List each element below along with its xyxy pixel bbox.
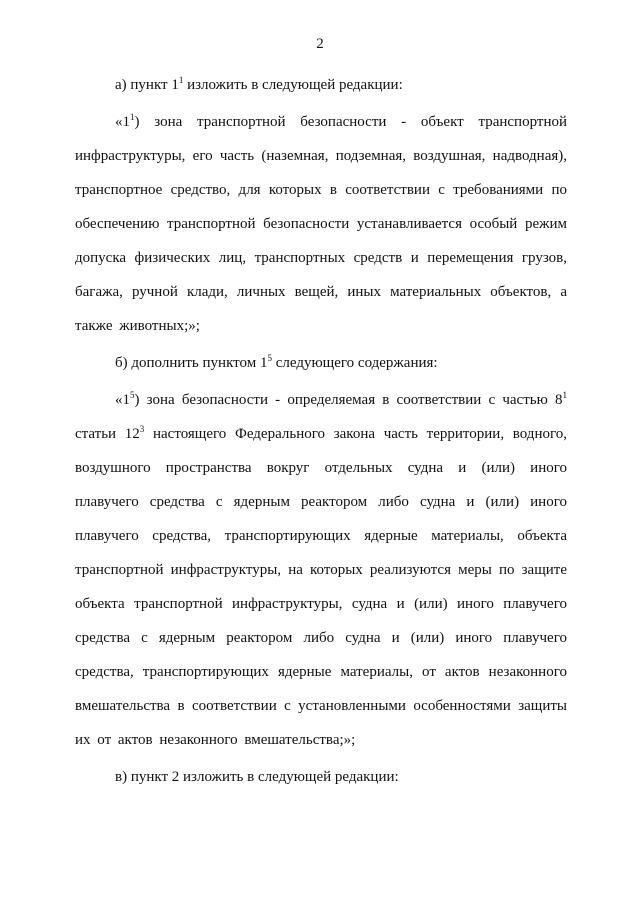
page-number: 2 [316, 36, 324, 52]
item-a-quote-sup: 1 [130, 112, 135, 122]
item-b-part-sup: 1 [562, 390, 567, 400]
item-c-intro: в) пункт 2 изложить в следующей редакции: [115, 769, 399, 785]
item-b-intro-sup: 5 [267, 353, 272, 363]
item-b-definition [75, 383, 567, 757]
item-a-quote-open: «1 [115, 114, 130, 130]
item-b-definition-text-2: статьи 12 [75, 426, 140, 442]
item-a-intro-tail: изложить в следующей редакции: [183, 77, 403, 93]
document-body [75, 68, 567, 794]
item-a-intro-sup: 1 [178, 75, 184, 85]
item-a-intro-text: а) пункт 1 [115, 77, 179, 93]
item-b-intro-text: б) дополнить пунктом 1 [115, 355, 268, 371]
item-b-quote-open: «1 [115, 392, 130, 408]
item-b-quote-sup: 5 [130, 390, 135, 400]
item-b-intro-tail: следующего содержания: [271, 355, 438, 371]
item-a-definition [75, 105, 567, 343]
item-b-article-sup: 3 [139, 424, 145, 434]
item-a-intro [75, 68, 567, 102]
item-b-definition-text-3: настоящего Федерального закона часть территории, водного, воздушного пространства вокруг отдельных судна и (или) иного плавучего средства с ядерным реактором либо судна и (или) иного плавучего средства, транспортирующих ядерные материалы, объекта транспортной инфраструктуры, на которых реализуются меры по защите объекта транспортной инфраструктуры, судна и (или) иного плавучего средства с ядерным реактором либо судна и (или) иного плавучего средства, транспортирующих ядерные материалы, от актов незаконного вмешательства в соответствии с установленными особенностями защиты их от актов незаконного вмешательства;»; [75, 426, 567, 748]
item-b-intro [75, 346, 567, 380]
item-a-definition-text: ) зона транспортной безопасности - объект транспортной инфраструктуры, его часть (наземная, подземная, воздушная, надводная), транспортное средство, для которых в соответствии с требованиями по обеспечению транспортной безопасности устанавливается особый режим допуска физических лиц, транспортных средств и перемещения грузов, багажа, ручной клади, личных вещей, иных материальных объектов, а также животных;»; [75, 114, 567, 334]
item-b-definition-text-1: ) зона безопасности - определяемая в соответствии с частью 8 [134, 392, 563, 408]
